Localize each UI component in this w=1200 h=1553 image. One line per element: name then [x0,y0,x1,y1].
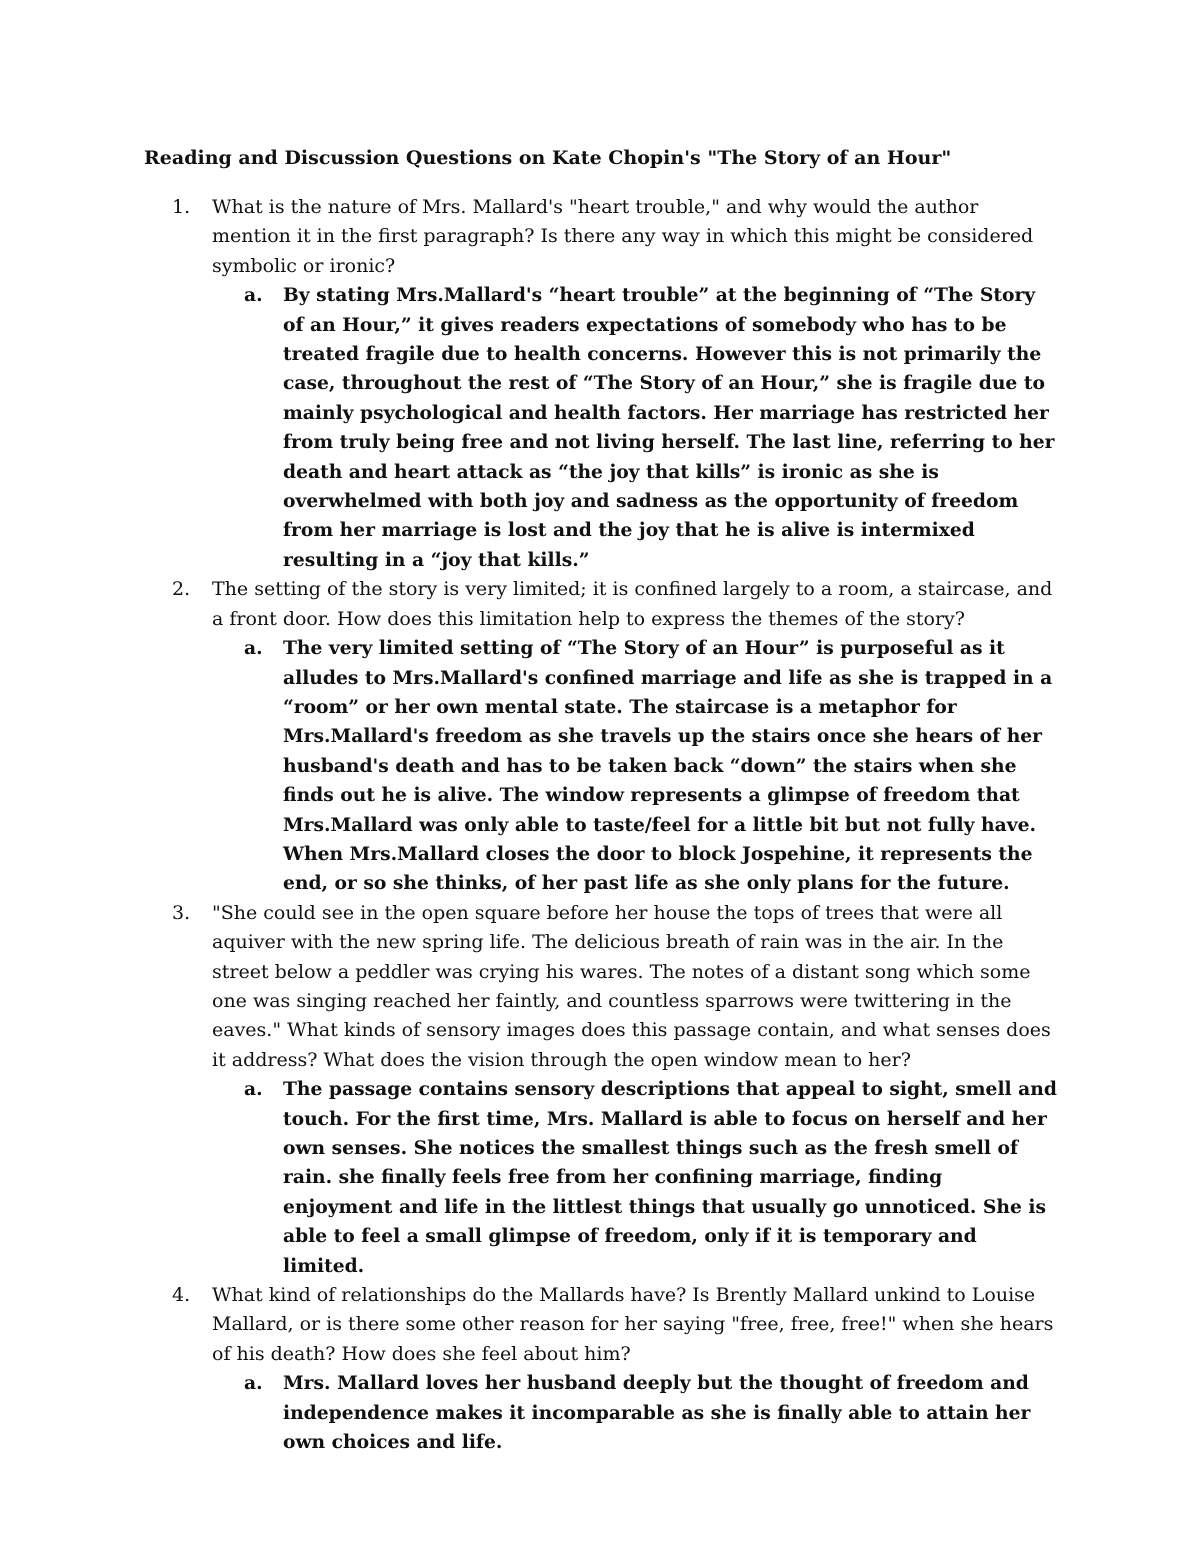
answer-list [0,281,1200,575]
answer-text: The very limited setting of “The Story of an Hour” is purposeful as it alludes to Mrs.Mallard's confined marriage and life as she is trapped in a “room” or her own mental state. The staircase is a metaphor for Mrs.Mallard's freedom as she travels up the stairs once she hears of her husband's death and has to be taken back “down” the stairs when she finds out he is alive. The window represents a glimpse of freedom that Mrs.Mallard was only able to taste/feel for a little bit but not fully have. When Mrs.Mallard closes the door to block Jospehine, it represents the end, or so she thinks, of her past life as she only plans for the future. [283,637,1053,895]
answer-list [0,1075,1200,1281]
question-number: 1. [172,196,191,218]
question-text: "She could see in the open square before her house the tops of trees that were all aquiver with the new spring life. The delicious breath of rain was in the air. In the street below a peddler was crying his wares. The notes of a distant song which some one was singing reached her faintly, and countless sparrows were twittering in the eaves." What kinds of sensory images does this passage contain, and what senses does it address? What does the vision through the open window mean to her? [212,901,1051,1071]
answer-text: By stating Mrs.Mallard's “heart trouble” at the beginning of “The Story of an Hour,” it gives readers expectations of somebody who has to be treated fragile due to health concerns. However this is not primarily the case, throughout the rest of “The Story of an Hour,” she is fragile due to mainly psychological and health factors. Her marriage has restricted her from truly being free and not living herself. The last line, referring to her death and heart attack as “the joy that kills” is ironic as she is overwhelmed with both joy and sadness as the opportunity of freedom from her marriage is lost and the joy that he is alive is intermixed resulting in a “joy that kills.” [283,284,1055,571]
question-number: 4. [172,1284,191,1307]
answer-item [0,1369,1200,1457]
answer-item [0,281,1200,575]
answer-list [0,1369,1200,1457]
question-number: 3. [172,901,191,924]
answer-letter: a. [244,637,263,660]
question-item [0,575,1200,898]
question-list [0,193,1200,1457]
question-item [0,1281,1200,1457]
question-item [0,899,1200,1281]
answer-list [0,634,1200,899]
question-number: 2. [172,578,191,601]
answer-text: The passage contains sensory descriptions that appeal to sight, smell and touch. For the first time, Mrs. Mallard is able to focus on herself and her own senses. She notices the smallest things such as the fresh smell of rain. she finally feels free from her confining marriage, finding enjoyment and life in the littlest things that usually go unnoticed. She is able to feel a small glimpse of freedom, only if it is temporary and limited. [283,1078,1057,1277]
question-text: What kind of relationships do the Mallards have? Is Brently Mallard unkind to Louise Mallard, or is there some other reason for her saying "free, free, free!" when she hears of his death? How does she feel about him? [212,1284,1054,1365]
question-item [0,193,1200,575]
question-text: The setting of the story is very limited; it is confined largely to a room, a staircase, and a front door. How does this limitation help to express the themes of the story? [212,578,1053,630]
question-text: What is the nature of Mrs. Mallard's "heart trouble," and why would the author mention it in the first paragraph? Is there any way in which this might be considered symbolic or ironic? [212,196,1034,277]
answer-text: Mrs. Mallard loves her husband deeply but the thought of freedom and independence makes it incomparable as she is finally able to attain her own choices and life. [283,1372,1031,1454]
answer-letter: a. [244,284,263,307]
answer-item [0,1075,1200,1281]
document-title: Reading and Discussion Questions on Kate Chopin's "The Story of an Hour" [144,147,952,169]
answer-letter: a. [244,1078,263,1101]
answer-letter: a. [244,1372,263,1395]
answer-item [0,634,1200,899]
